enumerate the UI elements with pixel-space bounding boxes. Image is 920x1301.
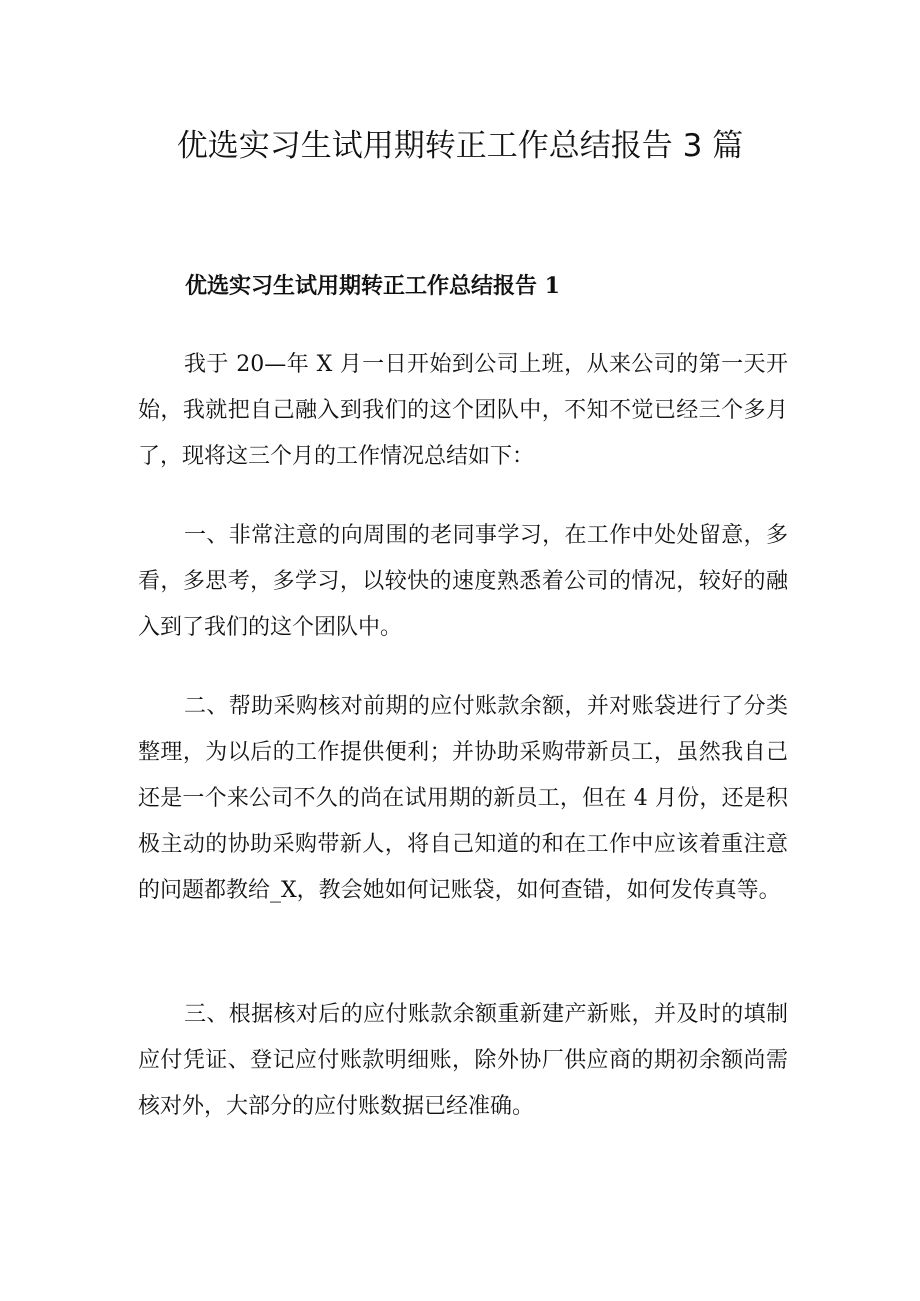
- paragraph-point-1: 一、非常注意的向周围的老同事学习，在工作中处处留意，多看，多思考，多学习，以较快的速度熟悉着公司的情况，较好的融入到了我们的这个团队中。: [138, 523, 788, 640]
- paragraph-intro: 我于 20—年 X 月一日开始到公司上班，从来公司的第一天开始，我就把自己融入到我们的这个团队中，不知不觉已经三个多月了，现将这三个月的工作情况总结如下：: [138, 352, 788, 469]
- section-heading: 优选实习生试用期转正工作总结报告 1: [185, 273, 560, 299]
- document-title: 优选实习生试用期转正工作总结报告 3 篇: [176, 128, 744, 164]
- paragraph-point-2: 二、帮助采购核对前期的应付账款余额，并对账袋进行了分类整理，为以后的工作提供便利；并协助采购带新员工，虽然我自己还是一个来公司不久的尚在试用期的新员工，但在 4 月份，还是积极主动的协助采购带新人，将自己知道的和在工作中应该着重注意的问题都教给_X，教会她如何记账袋，如何查错，如何发传真等。: [138, 694, 788, 903]
- paragraph-point-3: 三、根据核对后的应付账款余额重新建产新账，并及时的填制应付凭证、登记应付账款明细账，除外协厂供应商的期初余额尚需核对外，大部分的应付账数据已经准确。: [138, 1002, 788, 1119]
